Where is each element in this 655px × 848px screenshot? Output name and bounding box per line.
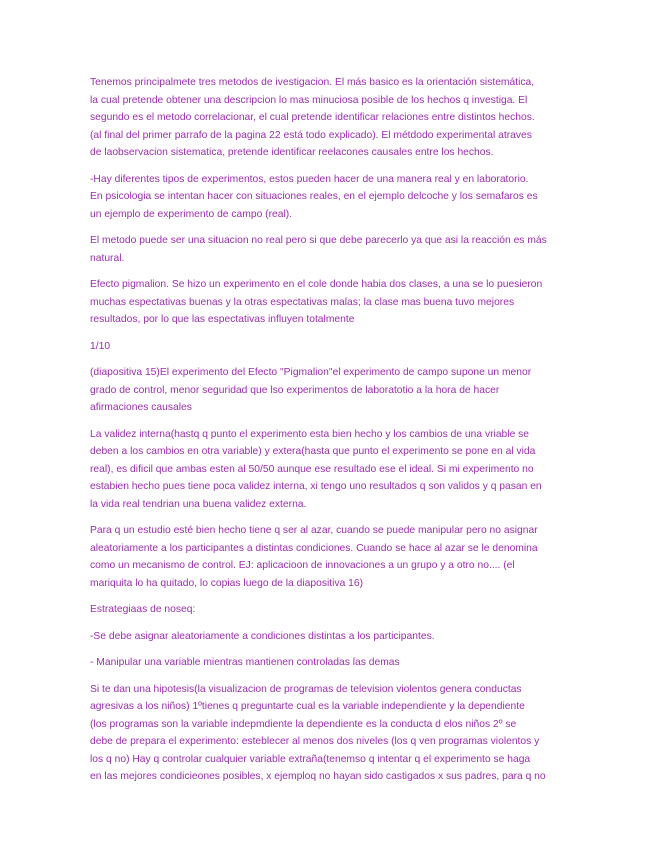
text-line: Efecto pigmalion. Se hizo un experimento en el cole donde habia dos clases, a una se lo puesieron xyxy=(90,279,543,290)
paragraph xyxy=(90,232,568,267)
text-line: Si te dan una hipotesis(la visualizacion de programas de television violentos genera conductas xyxy=(90,683,522,695)
text-line: (al final del primer parrafo de la pagina 22 está todo explicado). El métdodo experimental atraves xyxy=(90,129,532,141)
text-line: (los programas son la variable indepmdiente la dependiente es la conducta d elos niños 2º se xyxy=(90,718,517,730)
text-line: Tenemos principalmete tres metodos de ivestigacion. El más basico es la orientación sistemática, xyxy=(90,77,535,88)
text-line: la vida real tendrian una buena validez externa. xyxy=(90,498,307,510)
text-line: - Manipular una variable mientras mantienen controladas las demas xyxy=(90,657,400,668)
document-body xyxy=(90,74,568,795)
text-line: La validez interna(hastq q punto el experimento esta bien hecho y los cambios de una vriable se xyxy=(90,428,530,440)
paragraph xyxy=(90,171,568,224)
text-line: la cual pretende obtener una descripcion lo mas minuciosa posible de los hechos q investiga. El xyxy=(90,94,528,106)
text-line: de laobservacion sistematica, pretende identificar reelacones causales entre los hechos. xyxy=(90,147,494,158)
text-line: segundo es el metodo correlacionar, el cual pretende identificar relaciones entre distintos hechos. xyxy=(90,112,535,123)
paragraph xyxy=(90,628,568,646)
text-line: grado de control, menor seguridad que lso experimentos de laboratotio a la hora de hacer xyxy=(90,384,500,396)
text-line: En psicologia se intentan hacer con situaciones reales, en el ejemplo delcoche y los semafaros es xyxy=(90,191,538,202)
text-line: El metodo puede ser una situacion no real pero si que debe parecerlo ya que asi la reacción es más xyxy=(90,235,547,246)
text-line: (diapositiva 15)El experimento del Efecto "Pigmalion"el experimento de campo supone un menor xyxy=(90,367,532,378)
paragraph xyxy=(90,338,568,356)
text-line: Estrategiaas de noseq: xyxy=(90,604,196,615)
text-line: aleatoriamente a los participantes a distintas condiciones. Cuando se hace al azar se le denomina xyxy=(90,542,538,554)
text-line: -Hay diferentes tipos de experimentos, estos pueden hacer de una manera real y en laboratorio. xyxy=(90,173,529,185)
text-line: 1/10 xyxy=(90,340,111,352)
text-line: muchas espectativas buenas y la otras espectativas malas; la clase mas buena tuvo mejores xyxy=(90,296,515,308)
text-line: en las mejores condicieones posibles, x ejemploq no hayan sido castigados x sus padres, para q no xyxy=(90,771,546,782)
text-line: -Se debe asignar aleatoriamente a condiciones distintas a los participantes. xyxy=(90,630,435,642)
paragraph xyxy=(90,276,568,329)
paragraph xyxy=(90,654,568,672)
text-line: los q no) Hay q controlar cualquier variable extraña(tenemso q intentar q el experimento se haga xyxy=(90,753,531,765)
text-line: Para q un estudio esté bien hecho tiene q ser al azar, cuando se puede manipular pero no asignar xyxy=(90,525,538,536)
paragraph xyxy=(90,522,568,592)
text-line: estabien hecho pues tiene poca validez interna, xi tengo uno resultados q son validos y q pasan en xyxy=(90,481,542,492)
text-line: mariquita lo ha quitado, lo copias luego de la diapositiva 16) xyxy=(90,577,364,589)
text-line: como un mecanismo de control. EJ: aplicacioon de innovaciones a un grupo y a otro no.... (el xyxy=(90,560,515,571)
text-line: afirmaciones causales xyxy=(90,402,192,413)
text-line: un ejemplo de experimento de campo (real). xyxy=(90,208,293,220)
paragraph xyxy=(90,364,568,417)
paragraph xyxy=(90,426,568,514)
paragraph xyxy=(90,681,568,786)
text-line: deben a los cambios en otra variable) y extera(hasta que punto el experimento se pone en al vida xyxy=(90,446,536,457)
paragraph xyxy=(90,601,568,619)
text-line: real), es dificil que ambas esten al 50/50 aunque ese resultado ese el ideal. Si mi experimento no xyxy=(90,463,534,475)
text-line: natural. xyxy=(90,252,125,264)
paragraph xyxy=(90,74,568,162)
text-line: debe de prepara el experimento: esteblecer al menos dos niveles (los q ven programas violentos y xyxy=(90,736,540,747)
text-line: agresivas a los niños) 1ºtienes q preguntarte cual es la variable independiente y la dependiente xyxy=(90,701,525,712)
text-line: resultados, por lo que las espectativas influyen totalmente xyxy=(90,314,355,325)
